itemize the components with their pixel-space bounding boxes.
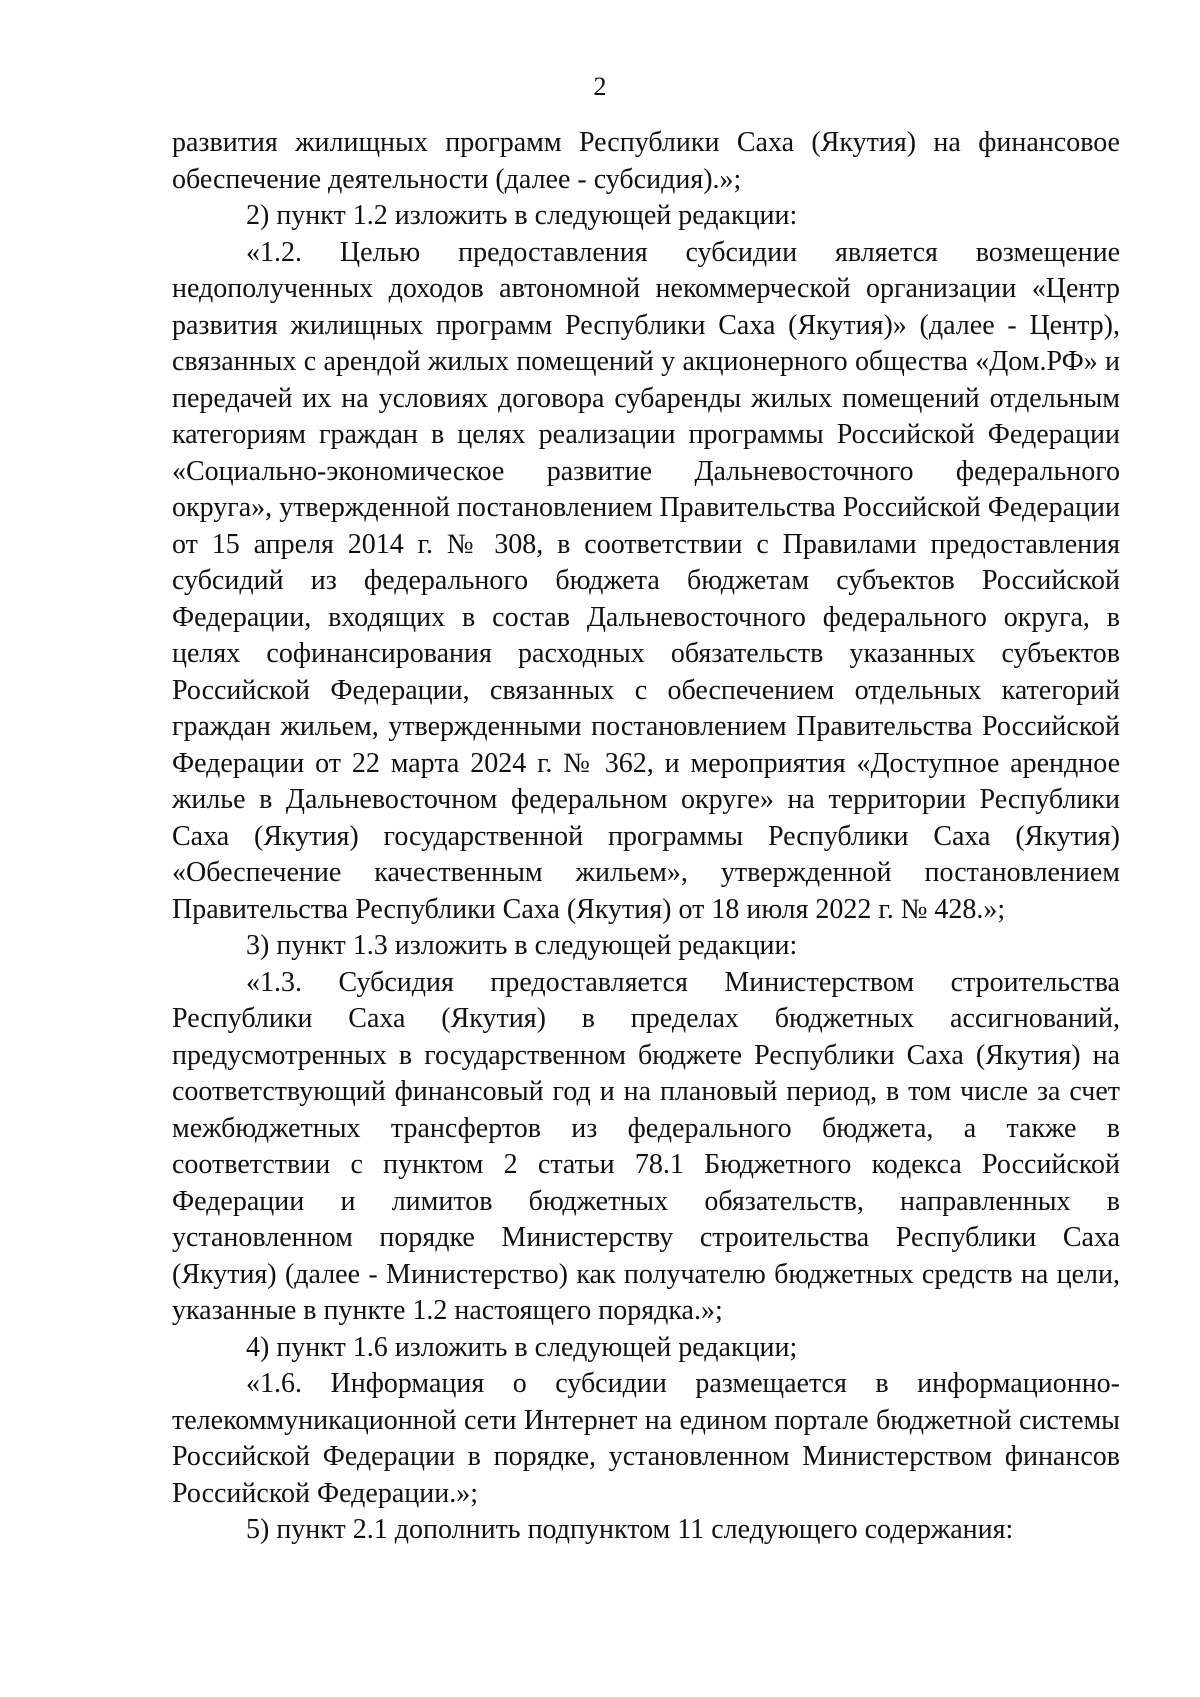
paragraph-item-3: 3) пункт 1.3 изложить в следующей редакции: [246, 930, 798, 961]
paragraph-item-4: 4) пункт 1.6 изложить в следующей редакции; [246, 1331, 798, 1363]
document-body [172, 125, 1120, 1549]
paragraph-clause-1-6: «1.6. Информация о субсидии размещается в информационно-телекоммуникационной сети Интернет на едином портале бюджетной системы Российской Федерации в порядке, установленном Министерством финансов Российской Федерации.»; [172, 1368, 1120, 1509]
paragraph-clause-1-2: «1.2. Целью предоставления субсидии является возмещение недополученных доходов автономной некоммерческой организации «Центр развития жилищных программ Республики Саха (Якутия)» (далее - Центр), связанных с арендой жилых помещений у акционерного общества «Дом.РФ» и передачей их на условиях договора субаренды жилых помещений отдельным категориям граждан в целях реализации программы Российской Федерации «Социально-экономическое развитие Дальневосточного федерального округа», утвержденной постановлением Правительства Российской Федерации от 15 апреля 2014 г. № 308, в соответствии с Правилами предоставления субсидий из федерального бюджета бюджетам субъектов Российской Федерации, входящих в состав Дальневосточного федерального округа, в целях софинансирования расходных обязательств указанных субъектов Российской Федерации, связанных с обеспечением отдельных категорий граждан жильем, утвержденными постановлением Правительства Российской Федерации от 22 марта 2024 г. № 362, и мероприятия «Доступное арендное жилье в Дальневосточном федеральном округе» на территории Республики Саха (Якутия) государственной программы Республики Саха (Якутия) «Обеспечение качественным жильем», утвержденной постановлением Правительства Республики Саха (Якутия) от 18 июля 2022 г. № 428.»; [172, 236, 1120, 925]
page-number: 2 [593, 72, 607, 101]
paragraph-item-5: 5) пункт 2.1 дополнить подпунктом 11 следующего содержания: [246, 1514, 1014, 1545]
paragraph-clause-1-3: «1.3. Субсидия предоставляется Министерством строительства Республики Саха (Якутия) в пределах бюджетных ассигнований, предусмотренных в государственном бюджете Республики Саха (Якутия) на соответствующий финансовый год и на плановый период, в том числе за счет межбюджетных трансфертов из федерального бюджета, а также в соответствии с пунктом 2 статьи 78.1 Бюджетного кодекса Российской Федерации и лимитов бюджетных обязательств, направленных в установленном порядке Министерству строительства Республики Саха (Якутия) (далее - Министерство) как получателю бюджетных средств на цели, указанные в пункте 1.2 настоящего порядка.»; [172, 966, 1120, 1326]
paragraph-continuation: развития жилищных программ Республики Саха (Якутия) на финансовое обеспечение деятельности (далее - субсидия).»; [172, 127, 1120, 195]
paragraph-item-2: 2) пункт 1.2 изложить в следующей редакции: [246, 200, 798, 231]
